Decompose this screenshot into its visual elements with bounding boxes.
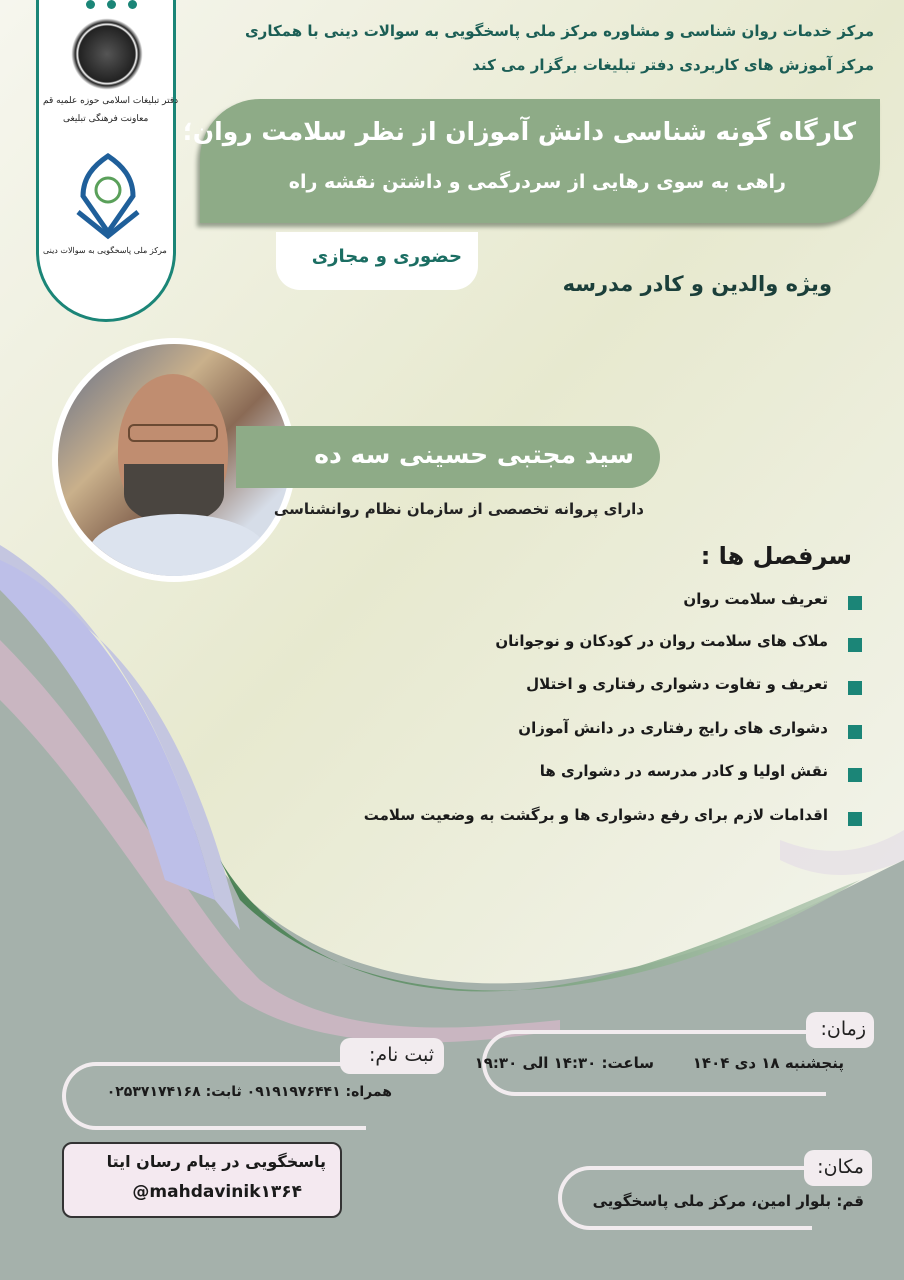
decorative-dots: [86, 0, 137, 9]
eitaa-messenger-box: [62, 1142, 342, 1218]
mode-badge-label: حضوری و مجازی: [311, 246, 462, 267]
logo-1-text-line-2: معاونت فرهنگی تبلیغی: [63, 114, 149, 124]
time-label-pill: [806, 1012, 874, 1048]
organizer-line-2: مرکز آموزش های کاربردی دفتر تبلیغات برگزار می کند: [472, 56, 874, 74]
dot-icon: [86, 0, 95, 9]
location-label: مکان:: [817, 1156, 864, 1178]
mode-badge: [276, 232, 478, 290]
workshop-subtitle: راهی به سوی رهایی از سردرگمی و داشتن نقشه راه: [288, 171, 786, 193]
messenger-handle[interactable]: @mahdavinik۱۳۶۴: [132, 1182, 302, 1202]
speaker-name-bar: [236, 426, 660, 488]
topic-text: تعریف سلامت روان: [683, 590, 828, 608]
logo-banner: [36, 0, 179, 322]
registration-label: ثبت نام:: [369, 1044, 434, 1066]
logo-2-text: مرکز ملی پاسخگویی به سوالات دینی: [43, 246, 167, 255]
square-bullet-icon: [848, 596, 862, 610]
registration-label-pill: [340, 1038, 444, 1074]
logo-office-of-propagation: [71, 18, 143, 90]
location-address: قم: بلوار امین، مرکز ملی پاسخگویی: [592, 1192, 864, 1210]
registration-phones: همراه: ۰۹۱۹۱۹۷۶۴۴۱ ثابت: ۰۲۵۳۷۱۷۴۱۶۸: [106, 1084, 392, 1100]
event-hours: ساعت: ۱۴:۳۰ الی ۱۹:۳۰: [474, 1054, 654, 1072]
messenger-line: پاسخگویی در پیام رسان ایتا: [106, 1152, 326, 1171]
audience-text: ویژه والدین و کادر مدرسه: [562, 272, 832, 296]
square-bullet-icon: [848, 812, 862, 826]
topic-text: ملاک های سلامت روان در کودکان و نوجوانان: [495, 632, 828, 650]
square-bullet-icon: [848, 681, 862, 695]
location-label-pill: [804, 1150, 872, 1186]
square-bullet-icon: [848, 725, 862, 739]
speaker-credential: دارای پروانه تخصصی از سازمان نظام روانشناسی: [273, 500, 644, 518]
topic-text: اقدامات لازم برای رفع دشواری ها و برگشت به وضعیت سلامت: [363, 806, 828, 824]
dot-icon: [128, 0, 137, 9]
logo-national-answering-center: [73, 152, 143, 242]
square-bullet-icon: [848, 638, 862, 652]
workshop-title-box: [182, 99, 880, 223]
topics-heading: سرفصل ها :: [700, 542, 852, 570]
square-bullet-icon: [848, 768, 862, 782]
logo-1-text-line-1: دفتر تبلیغات اسلامی حوزه علمیه قم: [43, 96, 179, 106]
organizer-line-1: مرکز خدمات روان شناسی و مشاوره مرکز ملی پاسخگویی به سوالات دینی با همکاری: [244, 22, 874, 40]
time-label: زمان:: [820, 1018, 866, 1040]
dot-icon: [107, 0, 116, 9]
topic-text: تعریف و تفاوت دشواری رفتاری و اختلال: [526, 675, 828, 693]
topic-text: دشواری های رایج رفتاری در دانش آموزان: [518, 719, 828, 737]
workshop-title: کارگاه گونه شناسی دانش آموزان از نظر سلامت روان؛: [182, 117, 856, 146]
event-date: پنجشنبه ۱۸ دی ۱۴۰۴: [692, 1054, 844, 1072]
topic-text: نقش اولیا و کادر مدرسه در دشواری ها: [539, 762, 828, 780]
speaker-name: سید مجتبی حسینی سه ده: [314, 440, 634, 469]
